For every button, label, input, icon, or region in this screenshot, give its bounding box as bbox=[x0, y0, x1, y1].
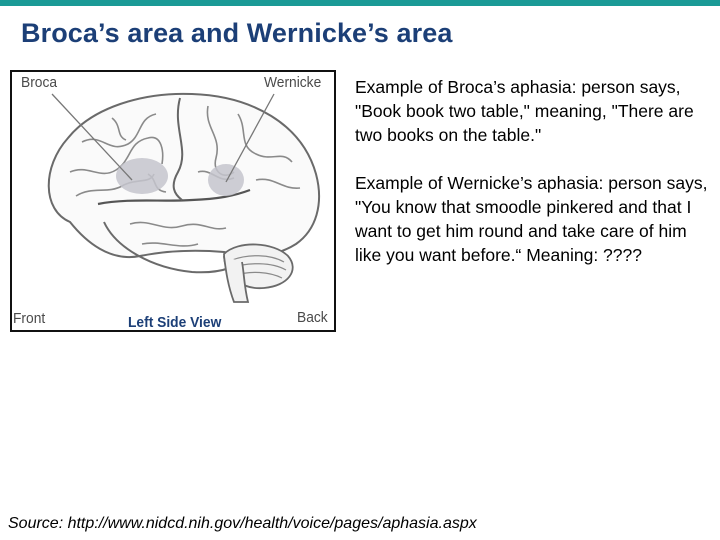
broca-area-highlight bbox=[116, 158, 168, 194]
source-citation: Source: http://www.nidcd.nih.gov/health/voice/pages/aphasia.aspx bbox=[8, 515, 477, 532]
wernicke-area-highlight bbox=[208, 164, 244, 196]
cerebrum-outline bbox=[49, 94, 319, 257]
view-label: Left Side View bbox=[128, 314, 222, 331]
broca-label: Broca bbox=[21, 74, 58, 91]
back-label: Back bbox=[297, 309, 328, 326]
top-accent-bar bbox=[0, 0, 720, 6]
front-label: Front bbox=[13, 310, 46, 327]
brain-illustration bbox=[12, 72, 334, 330]
slide-title: Broca’s area and Wernicke’s area bbox=[21, 18, 453, 48]
broca-aphasia-example: Example of Broca’s aphasia: person says, "Book book two table," meaning, "There are two books on the table." bbox=[355, 77, 694, 145]
wernicke-label: Wernicke bbox=[264, 74, 322, 91]
brain-figure bbox=[10, 70, 336, 332]
wernicke-aphasia-example: Example of Wernicke’s aphasia: person says, "You know that smoodle pinkered and that I want to get him round and take care of him like you want before.“ Meaning: ???? bbox=[355, 173, 708, 265]
